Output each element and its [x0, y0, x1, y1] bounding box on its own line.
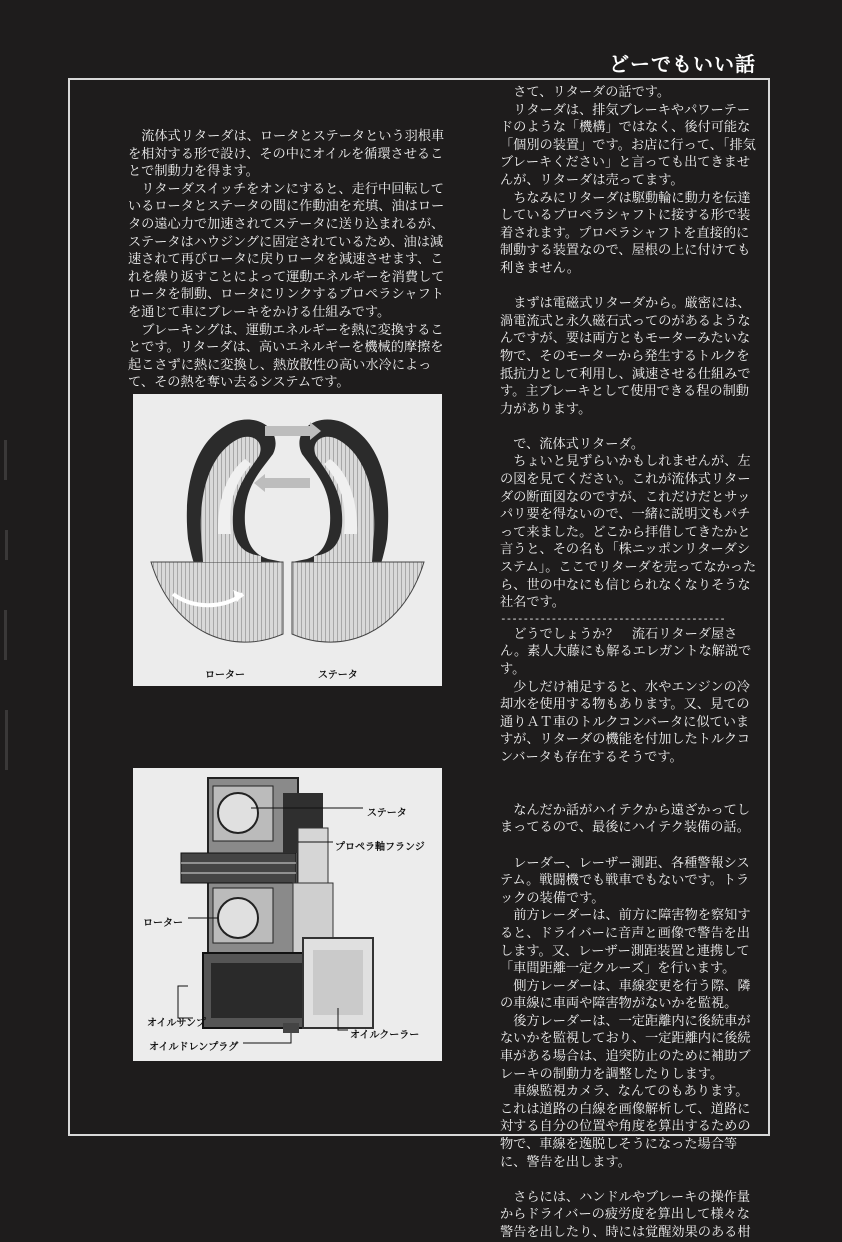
paragraph: 前方レーダーは、前方に障害物を察知すると、ドライバーに音声と画像で警告を出します。又、レーザー測距装置と連携して「車間距離一定クルーズ」を行います。 — [500, 908, 751, 977]
page-title: どーでもいい話 — [609, 52, 756, 76]
right-column-text — [500, 84, 758, 1242]
paragraph: さらには、ハンドルやブレーキの操作量からドライバーの疲労度を算出して様々な警告を出したり、時には覚醒効果のある柑 — [500, 1189, 751, 1240]
oil-sump-label: オイルサンプ — [147, 1018, 206, 1029]
binding-edge-marks — [0, 420, 16, 840]
propeller-flange-label: プロペラ軸フランジ — [335, 842, 425, 853]
paragraph: どうでしょうか？ 流石リターダ屋さん。素人大藤にも解るエレガントな解説です。 — [500, 626, 752, 677]
paragraph: さて、リターダの話です。 — [513, 85, 671, 100]
paragraph: なんだか話がハイテクから遠ざかってしまってるので、最後にハイテク装備の話。 — [500, 802, 751, 836]
paragraph: まずは電磁式リターダから。厳密には、渦電流式と永久磁石式ってのがあるようなんですが、要は両方ともモーターみたいな物で、そのモーターから発生するトルクを抵抗力として利用し、減速させる仕組みです。主ブレーキとして使用できる程の制動力があります。 — [500, 296, 751, 417]
paragraph: 後方レーダーは、一定距離内に後続車がないかを監視しており、一定距離内に後続車がある場合は、追突防止のために補助ブレーキの制動力を調整したりします。 — [500, 1013, 751, 1082]
rotor-label: ローター — [143, 918, 183, 929]
oil-drain-plug-label: オイルドレンプラグ — [149, 1042, 239, 1053]
paragraph: ブレーキングは、運動エネルギーを熱に変換することです。リターダは、高いエネルギーを機械的摩擦を起こさずに熱に変換し、熱放散性の高い水冷によって、その熱を奪い去るシステムです。 — [128, 322, 444, 391]
paragraph: 少しだけ補足すると、水やエンジンの冷却水を使用する物もあります。又、見ての通りＡＴ車のトルクコンバータに似ていますが、リターダの機能を付加したトルクコンバータも存在するそうです。 — [500, 679, 751, 765]
dashed-divider: ---------------------------------------- — [500, 611, 725, 625]
paragraph: ちょいと見ずらいかもしれませんが、左の図を見てください。これが流体式リターダの断面図なのですが、これだけだとサッパリ要を得ないので、一緒に説明文もパチって来ました。どこから拝借してきたかと言うと、その名も「株ニッポンリターダシステム」。ここでリターダを売ってなかったら、世の中なにも信じられなくなりそうな社名です。 — [500, 454, 757, 611]
paragraph: レーダー、レーザー測距、各種警報システム。戦闘機でも戦車でもないです。トラックの装備です。 — [500, 855, 750, 906]
paragraph: リターダスイッチをオンにすると、走行中回転しているロータとステータの間に作動油を充填、油はロータの遠心力で加速されてステータに送り込まれるが、ステータはハウジングに固定されているため、油は減速されて再びロータに戻りロータを減速させます、これを繰り返すことによって運動エネルギーを消費してロータを制動、ロータにリンクするプロペラシャフトを通じて車にブレーキをかける仕組みです。 — [128, 181, 445, 320]
retarder-cross-section-figure — [133, 394, 442, 686]
paragraph: 側方レーダーは、車線変更を行う際、隣の車線に車両や障害物がないかを監視。 — [500, 978, 751, 1012]
paragraph: で、流体式リターダ。 — [513, 436, 645, 452]
retarder-assembly-figure — [133, 768, 442, 1061]
rotor-label: ローター — [205, 670, 245, 681]
paragraph: ちなみにリターダは駆動輪に動力を伝達しているプロペラシャフトに接する形で装着されます。プロペラシャフトを直接的に制動する装置なので、屋根の上に付けても利きません。 — [500, 190, 751, 276]
stator-label: ステータ — [318, 670, 358, 681]
cross-section-drawing — [133, 394, 442, 686]
stator-label: ステータ — [367, 808, 407, 819]
paragraph: リターダは、排気ブレーキやパワーテードのような「機構」ではなく、後付可能な「個別の装置」です。お店に行って、「排気ブレーキください」と言っても出てきませんが、リターダは売ってます。 — [500, 102, 756, 188]
left-column-text — [128, 128, 446, 392]
paragraph: 車線監視カメラ、なんてのもあります。これは道路の白線を画像解析して、道路に対する自分の位置や角度を算出するための物で、車線を逸脱しそうになった場合等に、警告を出します。 — [500, 1084, 751, 1170]
oil-cooler-label: オイルクーラー — [350, 1030, 420, 1041]
paragraph: 流体式リターダは、ロータとステータという羽根車を相対する形で設け、その中にオイルを循環させることで制動力を得ます。 — [128, 129, 445, 180]
